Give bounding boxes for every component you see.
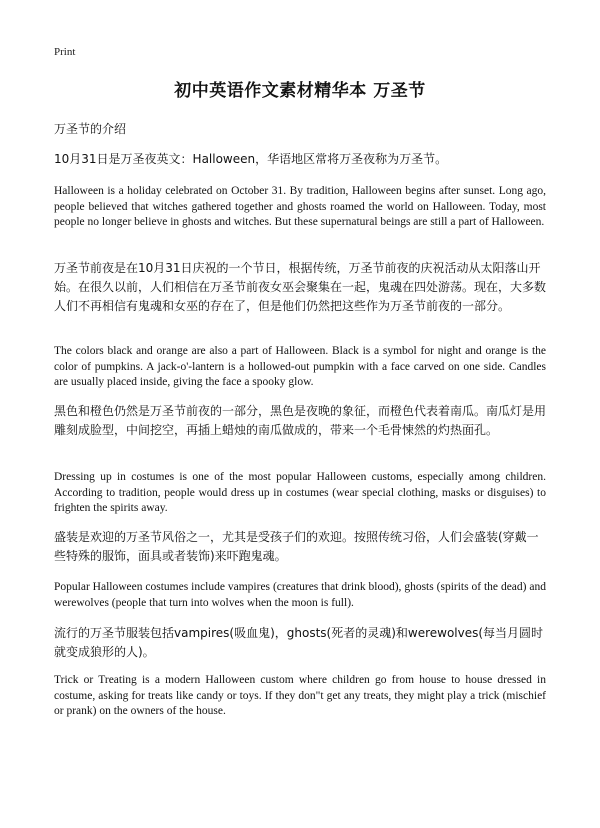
english-paragraph: The colors black and orange are also a part of Halloween. Black is a symbol for night and orange is the color of pumpkins. A jack-o'-lantern is a hollowed-out pumpkin with a face carved on one side. Candles are usually placed inside, giving the face a spooky glow. [54,345,546,388]
english-paragraph: Dressing up in costumes is one of the most popular Halloween customs, especially among children. According to tradition, people would dress up in costumes (wear special clothing, masks or disguises) to frighten the spirits away. [54,471,546,514]
english-paragraph: Popular Halloween costumes include vampires (creatures that drink blood), ghosts (spirits of the dead) and werewolves (people that turn into wolves when the moon is full). [54,581,546,609]
chinese-paragraph: 10月31日是万圣夜英文：Halloween，华语地区常将万圣夜称为万圣节。 [54,152,448,166]
page-title: 初中英语作文素材精华本 万圣节 [174,81,426,101]
chinese-paragraph: 黑色和橙色仍然是万圣节前夜的一部分，黑色是夜晚的象征，而橙色代表着南瓜。南瓜灯是用雕刻成脸型，中间挖空，再插上蜡烛的南瓜做成的，带来一个毛骨悚然的灼热面孔。 [54,404,547,437]
english-paragraph: Trick or Treating is a modern Halloween custom where children go from house to house dressed in costume, asking for treats like candy or toys. If they don"t get any treats, they might play a trick (mischief or prank) on the owners of the house. [54,674,546,717]
chinese-paragraph: 流行的万圣节服装包括vampires(吸血鬼)，ghosts(死者的灵魂)和werewolves(每当月圆时就变成狼形的人)。 [54,626,544,659]
section-heading: 万圣节的介绍 [54,122,127,136]
chinese-paragraph: 万圣节前夜是在10月31日庆祝的一个节日，根据传统，万圣节前夜的庆祝活动从太阳落山开始。在很久以前，人们相信在万圣节前夜女巫会聚集在一起，鬼魂在四处游荡。现在，大多数人们不再相信有鬼魂和女巫的存在了，但是他们仍然把这些作为万圣节前夜的一部分。 [54,261,547,313]
print-link[interactable]: Print [54,46,76,58]
chinese-paragraph: 盛装是欢迎的万圣节风俗之一，尤其是受孩子们的欢迎。按照传统习俗，人们会盛装(穿戴一些特殊的服饰，面具或者装饰)来吓跑鬼魂。 [54,530,539,563]
english-paragraph: Halloween is a holiday celebrated on October 31. By tradition, Halloween begins after sunset. Long ago, people believed that witches gathered together and ghosts roamed the world on Halloween. Today, most people no longer believe in ghosts and witches. But these supernatural beings are still a part of Halloween. [54,185,546,228]
